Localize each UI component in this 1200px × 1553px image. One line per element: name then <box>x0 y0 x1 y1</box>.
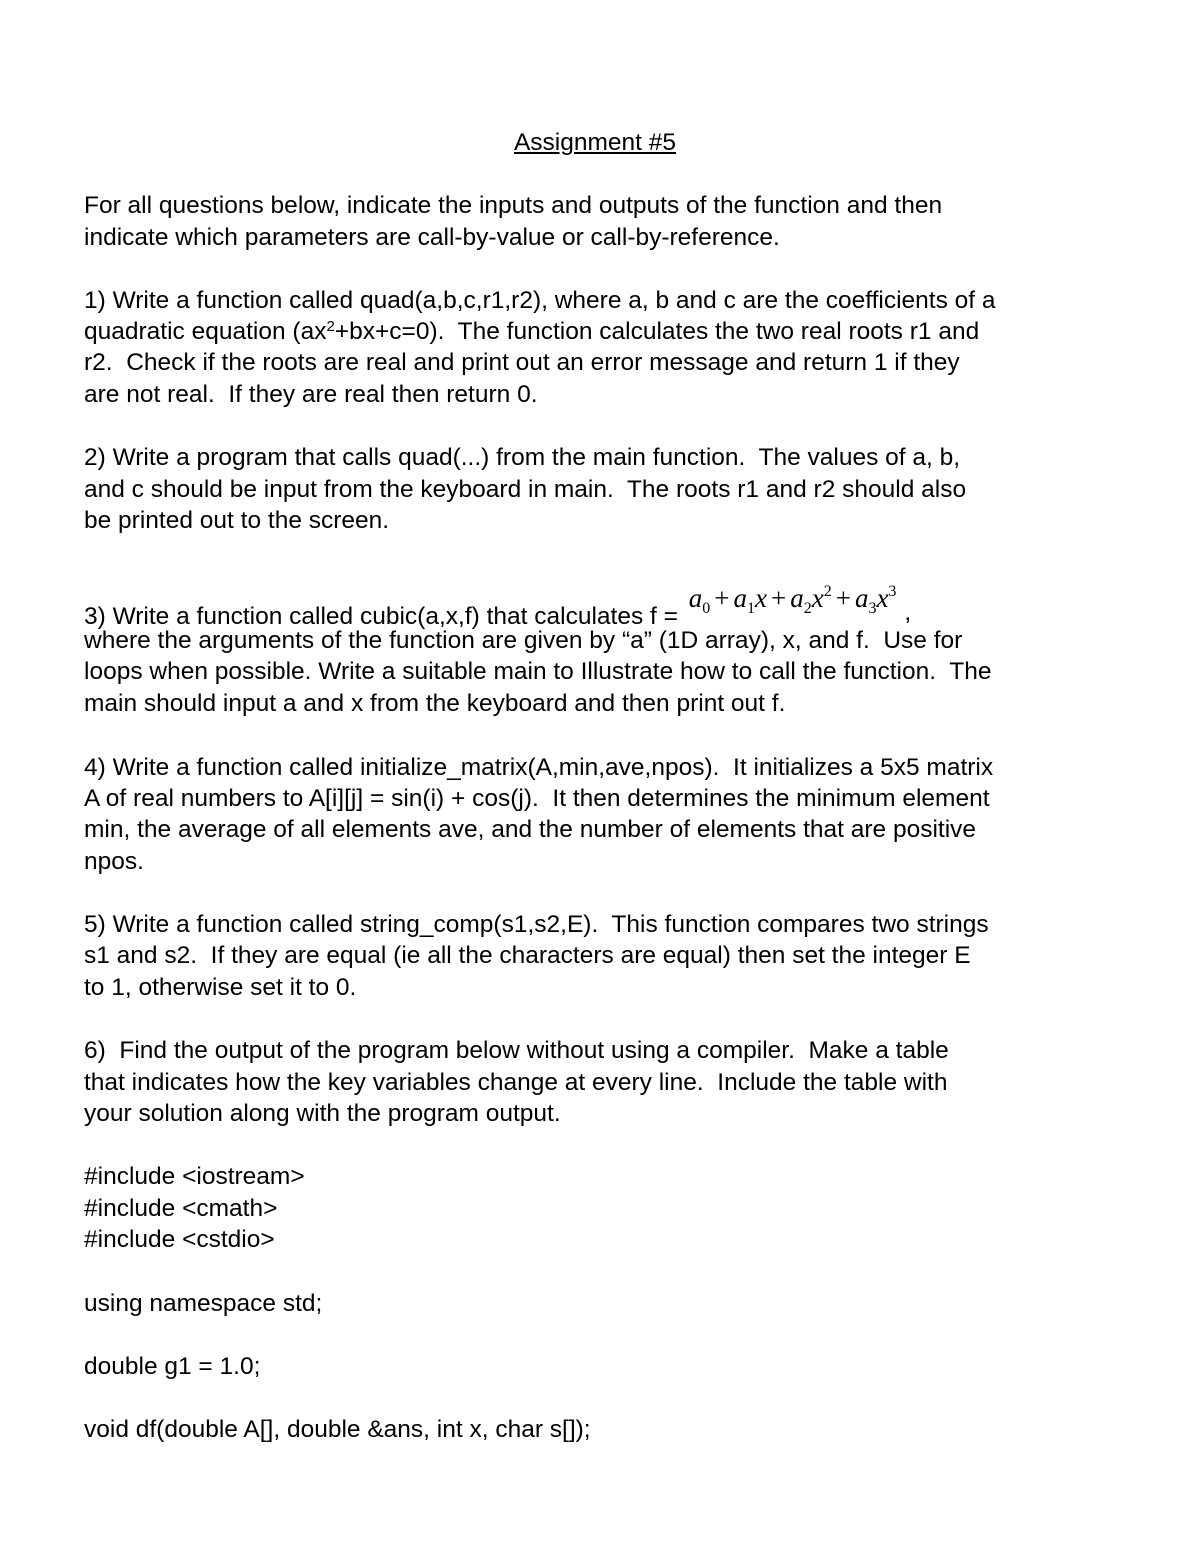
intro-line-2: indicate which parameters are call-by-value or call-by-reference. <box>84 224 780 251</box>
q2-line-2: and c should be input from the keyboard in main. The roots r1 and r2 should also <box>84 476 967 503</box>
code-include-iostream: #include <iostream> <box>84 1163 305 1190</box>
cubic-formula: $a_0 + a_1x + a_2x^2 + a_3x^3$ <box>688 583 897 617</box>
q1-line-3: r2. Check if the roots are real and print out an error message and return 1 if they <box>84 349 960 376</box>
q4-line-1: 4) Write a function called initialize_matrix(A,min,ave,npos). It initializes a 5x5 matrix <box>84 754 994 781</box>
assignment-title-text: Assignment #5 <box>513 129 677 156</box>
code-include-cstdio: #include <cstdio> <box>84 1226 275 1253</box>
code-include-cmath: #include <cmath> <box>84 1195 278 1222</box>
q4-line-4: npos. <box>84 848 144 875</box>
q6-line-1: 6) Find the output of the program below without using a compiler. Make a table <box>84 1037 949 1064</box>
q2-line-3: be printed out to the screen. <box>84 507 390 534</box>
q5-line-1: 5) Write a function called string_comp(s1,s2,E). This function compares two strings <box>84 911 989 938</box>
q5-line-2: s1 and s2. If they are equal (ie all the characters are equal) then set the integer E <box>84 942 971 969</box>
q5-line-3: to 1, otherwise set it to 0. <box>84 974 357 1001</box>
q3-line-4: main should input a and x from the keyboard and then print out f. <box>84 690 786 717</box>
q1-line-2-post: +bx+c=0). The function calculates the two real roots r1 and <box>334 318 980 345</box>
q1-line-4: are not real. If they are real then return 0. <box>84 381 538 408</box>
q1-line-1: 1) Write a function called quad(a,b,c,r1,r2), where a, b and c are the coefficients of a <box>84 287 996 314</box>
q1-line-2-pre: quadratic equation (ax <box>84 318 327 345</box>
intro-line-1: For all questions below, indicate the inputs and outputs of the function and then <box>84 192 943 219</box>
code-global-variable: double g1 = 1.0; <box>84 1353 261 1380</box>
q3-line-2: where the arguments of the function are given by “a” (1D array), x, and f. Use for <box>84 627 963 654</box>
q6-line-3: your solution along with the program output. <box>84 1100 561 1127</box>
q6-line-2: that indicates how the key variables change at every line. Include the table with <box>84 1069 948 1096</box>
q1-line-2 <box>84 317 979 350</box>
q3-line-1-post: , <box>904 599 912 626</box>
assignment-title <box>0 128 1190 158</box>
code-function-prototype: void df(double A[], double &ans, int x, char s[]); <box>84 1416 591 1443</box>
code-using-namespace: using namespace std; <box>84 1290 323 1317</box>
q1-exponent: 2 <box>326 318 335 335</box>
q4-line-3: min, the average of all elements ave, and the number of elements that are positive <box>84 816 977 843</box>
q2-line-1: 2) Write a program that calls quad(...) from the main function. The values of a, b, <box>84 444 961 471</box>
q3-line-1-pre: 3) Write a function called cubic(a,x,f) that calculates f = <box>84 603 685 630</box>
q3-line-3: loops when possible. Write a suitable main to Illustrate how to call the function. The <box>84 658 992 685</box>
q4-line-2: A of real numbers to A[i][j] = sin(i) + cos(j). It then determines the minimum element <box>84 785 990 812</box>
